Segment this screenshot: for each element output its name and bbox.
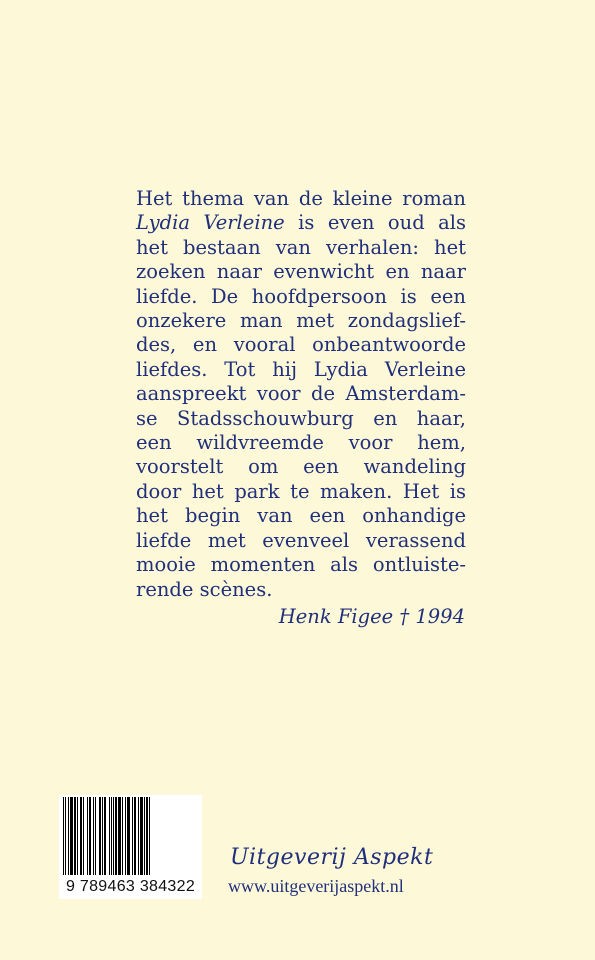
barcode-bar xyxy=(150,797,151,875)
blurb-line: onzekere man met zondagslief- xyxy=(136,309,466,333)
blurb-line: des, en vooral onbeantwoorde xyxy=(136,333,466,357)
blurb-line: rende scènes. xyxy=(136,577,273,601)
blurb-line: liefde. De hoofdpersoon is een xyxy=(136,284,466,308)
isbn-digits: 9 789463 384322 xyxy=(65,878,196,895)
back-cover-blurb xyxy=(136,187,466,602)
blurb-line: Het thema van de kleine roman xyxy=(136,187,466,210)
publisher-logo: Uitgeverij Aspekt xyxy=(230,845,434,870)
blurb-line: door het park te maken. Het is xyxy=(136,479,466,503)
blurb-line: een wildvreemde voor hem, xyxy=(136,431,466,455)
barcode-bars xyxy=(63,797,198,875)
blurb-line: voorstelt om een wandeling xyxy=(136,455,466,479)
blurb-line xyxy=(136,211,466,235)
blurb-line: zoeken naar evenwicht en naar xyxy=(136,260,466,284)
blurb-line: het begin van een onhandige xyxy=(136,504,466,528)
blurb-line: liefde met evenveel verassend xyxy=(136,528,466,552)
author-signature: Henk Figee † 1994 xyxy=(278,605,465,628)
blurb-line-rest: is even oud als xyxy=(298,211,467,235)
blurb-line: aanspreekt voor de Amsterdam- xyxy=(136,382,466,406)
blurb-line: liefdes. Tot hij Lydia Verleine xyxy=(136,357,466,381)
publisher-website: www.uitgeverijaspekt.nl xyxy=(228,876,404,896)
blurb-line: mooie momenten als ontluiste- xyxy=(136,553,466,577)
blurb-line: se Stadsschouwburg en haar, xyxy=(136,406,466,430)
blurb-line: het bestaan van verhalen: het xyxy=(136,235,466,259)
isbn-barcode xyxy=(59,795,202,899)
book-title: Lydia Verleine xyxy=(136,211,285,235)
